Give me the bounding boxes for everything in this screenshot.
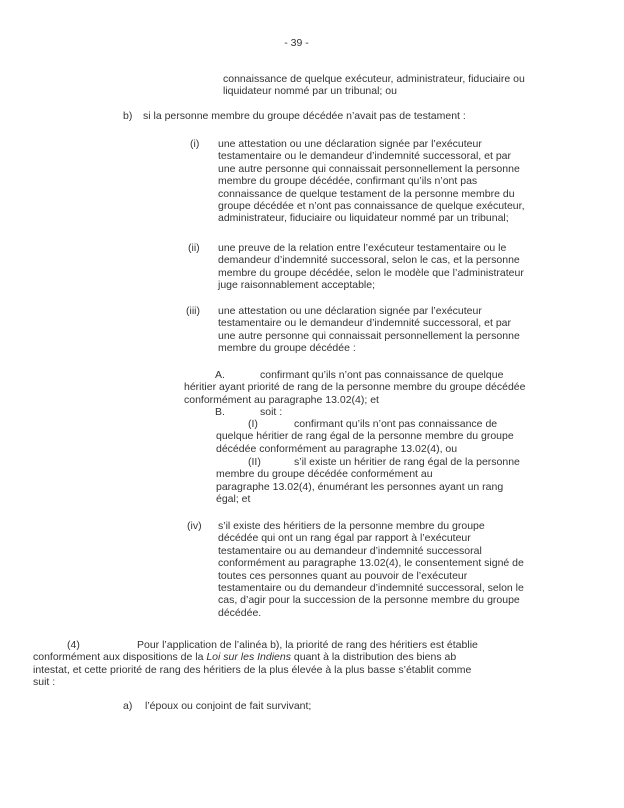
text-line: confirmant qu’ils n’ont pas connaissance de [294, 418, 498, 430]
list-marker-iii: (iii) [186, 305, 200, 317]
text-line: toutes ces personnes quant au pouvoir de l’exécuteur [218, 569, 468, 582]
list-item-b [0, 110, 624, 122]
page-number: - 39 - [284, 37, 309, 49]
text-line: cas, d’agir pour la succession de la personne membre du groupe [218, 594, 520, 607]
text-line: une attestation ou une déclaration signée par l’exécuteur [218, 305, 482, 317]
text-line: membre du groupe décédée : [218, 342, 356, 355]
list-item-ii [0, 242, 624, 292]
text-line: testamentaire ou le demandeur d’indemnité successoral, et par [218, 150, 511, 163]
text-line: intestat, et cette priorité de rang des héritiers de la plus élevée à la plus basse s’établit comme [33, 663, 472, 676]
text-line: égal; et [216, 493, 251, 506]
text-line: l’époux ou conjoint de fait survivant; [145, 700, 312, 712]
text-line: une attestation ou une déclaration signée par l’exécuteur [218, 138, 482, 150]
list-item-i [0, 138, 624, 225]
law-title-italic: Loi sur les Indiens [206, 651, 291, 664]
text-line: conformément au paragraphe 13.02(4), le consentement signé de [218, 557, 524, 570]
clause-marker-A: A. [215, 369, 225, 381]
text-line: confirmant qu’ils n’ont pas connaissance de quelque [260, 369, 504, 381]
subclause-marker-I: (I) [248, 418, 258, 430]
list-marker-ii: (ii) [188, 242, 200, 254]
subclause-I [0, 418, 624, 455]
list-marker-iv: (iv) [187, 520, 202, 532]
clause-B [0, 406, 624, 418]
paragraph-4 [0, 639, 624, 689]
clause-marker-B: B. [215, 406, 225, 418]
text-line: testamentaire ou au demandeur d’indemnité successoral [218, 544, 482, 557]
text-line: administrateur, fiduciaire ou liquidateur nommé par un tribunal; [218, 212, 509, 225]
text-line: s’il existe des héritiers de la personne membre du groupe [218, 520, 485, 532]
subclause-II [0, 456, 624, 506]
paragraph-4-marker: (4) [67, 639, 80, 651]
list-item-iv [0, 520, 624, 619]
text-line: soit : [260, 406, 283, 418]
text-line: groupe décédée et n’ont pas connaissance de quelque exécuteur, [218, 200, 525, 213]
text-line: testamentaire ou du demandeur d’indemnité successoral, selon le [218, 582, 524, 595]
text-line: une autre personne qui connaissait personnellement la personne [218, 162, 520, 175]
list-marker-b: b) [123, 110, 133, 122]
text-line: une preuve de la relation entre l’exécuteur testamentaire ou le [218, 242, 507, 254]
text-line: membre du groupe décédée, confirmant qu’ils n’ont pas [218, 175, 478, 188]
list-item-iii [0, 305, 624, 355]
text-line: suit : [33, 676, 56, 689]
text-line: connaissance de quelque testament de la personne membre du [218, 187, 515, 200]
list-marker-a: a) [123, 700, 133, 712]
text-line: juge raisonnablement acceptable; [218, 279, 376, 292]
text-line [33, 651, 624, 663]
text-line: demandeur d’indemnité successoral, selon le cas, et la personne [218, 254, 520, 267]
text-line: décédée. [218, 606, 262, 619]
text-line: si la personne membre du groupe décédée n’avait pas de testament : [143, 110, 466, 122]
clause-A [0, 369, 624, 406]
text-line: une autre personne qui connaissait personnellement la personne [218, 329, 520, 342]
text-segment: quant à la distribution des biens ab [290, 651, 457, 664]
text-line: décédée conformément au paragraphe 13.02(4), ou [216, 442, 458, 455]
text-line: conformément au paragraphe 13.02(4); et [184, 393, 379, 406]
list-marker-i: (i) [190, 138, 200, 150]
text-line: s’il existe un héritier de rang égal de la personne [294, 456, 520, 468]
list-item-a [0, 700, 624, 712]
text-line: héritier ayant priorité de rang de la personne membre du groupe décédée [184, 381, 526, 394]
text-segment: conformément aux dispositions de la [33, 651, 207, 664]
text-line: testamentaire ou le demandeur d’indemnité successoral, et par [218, 317, 511, 330]
text-line: décédée qui ont un rang égal par rapport à l’exécuteur [218, 532, 471, 545]
paragraph-carryover [0, 73, 624, 98]
subclause-marker-II: (II) [248, 456, 261, 468]
text-line: membre du groupe décédée, selon le modèle que l’administrateur [218, 266, 524, 279]
text-line: Pour l’application de l’alinéa b), la priorité de rang des héritiers est établie [137, 639, 478, 651]
text-line: quelque héritier de rang égal de la personne membre du groupe [216, 430, 514, 443]
text-line: membre du groupe décédée conformément au [216, 468, 433, 481]
text-line: connaissance de quelque exécuteur, administrateur, fiduciaire ou [223, 73, 525, 85]
text-line: liquidateur nommé par un tribunal; ou [223, 85, 397, 98]
text-line: paragraphe 13.02(4), énumérant les personnes ayant un rang [216, 480, 504, 493]
